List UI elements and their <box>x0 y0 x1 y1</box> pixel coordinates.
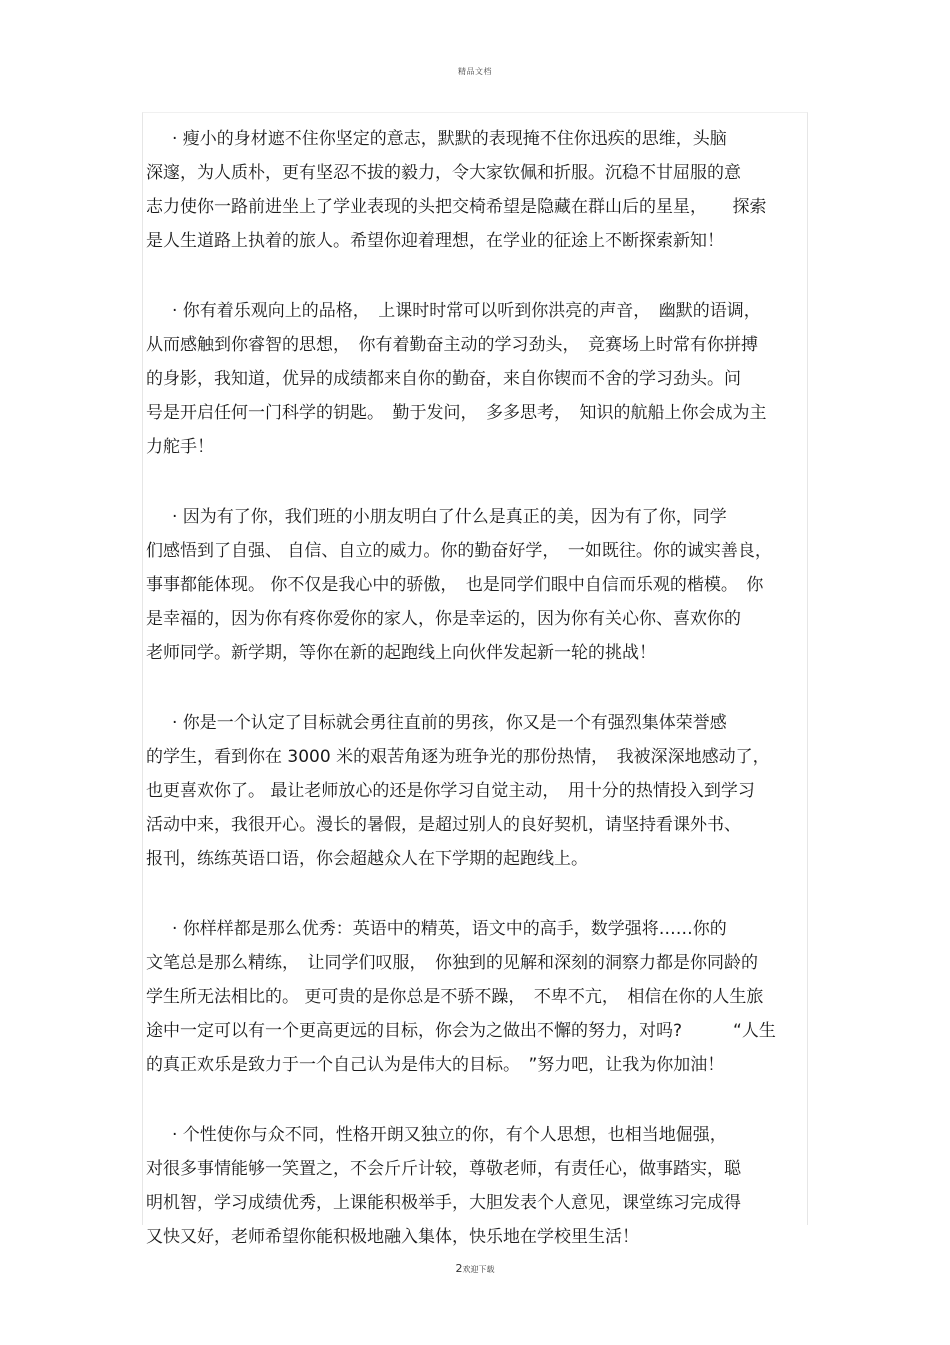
paragraph-line: 又快又好，老师希望你能积极地融入集体，快乐地在学校里生活！ <box>146 1227 639 1247</box>
paragraph-line: 志力使你一路前进坐上了学业表现的头把交椅希望是隐藏在群山后的星星， 探索 <box>146 197 767 217</box>
paragraph-line: 文笔总是那么精练， 让同学们叹服， 你独到的见解和深刻的洞察力都是你同龄的 <box>146 953 758 973</box>
paragraph-line: 深邃，为人质朴，更有坚忍不拔的毅力，令大家钦佩和折服。沉稳不甘屈服的意 <box>146 163 741 183</box>
paragraph-line: · 你是一个认定了目标就会勇往直前的男孩，你又是一个有强烈集体荣誉感 <box>172 713 727 733</box>
footer-text: 欢迎下载 <box>462 1265 495 1274</box>
page-header: 精品文档 <box>458 67 492 76</box>
paragraph-line: 学生所无法相比的。 更可贵的是你总是不骄不躁， 不卑不亢， 相信在你的人生旅 <box>146 987 764 1007</box>
paragraph-line: 们感悟到了自强、 自信、自立的威力。你的勤奋好学， 一如既往。你的诚实善良， <box>146 541 772 561</box>
paragraph-line: 是幸福的，因为你有疼你爱你的家人，你是幸运的，因为你有关心你、喜欢你的 <box>146 609 741 629</box>
paragraph-line: · 你样样都是那么优秀：英语中的精英，语文中的高手，数学强将……你的 <box>172 919 727 939</box>
paragraph-line: 的身影，我知道，优异的成绩都来自你的勤奋，来自你锲而不舍的学习劲头。问 <box>146 369 741 389</box>
paragraph-line: 事事都能体现。 你不仅是我心中的骄傲， 也是同学们眼中自信而乐观的楷模。 你 <box>146 575 764 595</box>
paragraph-line: · 因为有了你，我们班的小朋友明白了什么是真正的美，因为有了你，同学 <box>172 507 727 527</box>
paragraph-line: · 个性使你与众不同，性格开朗又独立的你，有个人思想，也相当地倔强， <box>172 1125 727 1145</box>
paragraph-line: 是人生道路上执着的旅人。希望你迎着理想，在学业的征途上不断探索新知！ <box>146 231 724 251</box>
comment-paragraph-1 <box>146 122 808 258</box>
paragraph-line: 老师同学。新学期，等你在新的起跑线上向伙伴发起新一轮的挑战！ <box>146 643 656 663</box>
paragraph-line: 号是开启任何一门科学的钥匙。 勤于发问， 多多思考， 知识的航船上你会成为主 <box>146 403 767 423</box>
paragraph-line: 从而感触到你睿智的思想， 你有着勤奋主动的学习劲头， 竞赛场上时常有你拼搏 <box>146 335 758 355</box>
paragraph-line: · 瘦小的身材遮不住你坚定的意志，默默的表现掩不住你迅疾的思维，头脑 <box>172 129 727 149</box>
comment-paragraph-5 <box>146 912 808 1082</box>
page-number: 2 <box>455 1262 463 1275</box>
paragraph-line: 对很多事情能够一笑置之，不会斤斤计较，尊敬老师，有责任心，做事踏实，聪 <box>146 1159 741 1179</box>
page-footer <box>0 1262 950 1275</box>
comment-paragraph-2 <box>146 294 808 464</box>
paragraph-line: 的真正欢乐是致力于一个自己认为是伟大的目标。 ”努力吧，让我为你加油！ <box>146 1055 725 1075</box>
comment-paragraph-4 <box>146 706 808 876</box>
comment-paragraph-6 <box>146 1118 808 1254</box>
paragraph-line: 明机智，学习成绩优秀，上课能积极举手，大胆发表个人意见，课堂练习完成得 <box>146 1193 741 1213</box>
comment-paragraph-3 <box>146 500 808 670</box>
paragraph-line: 活动中来，我很开心。漫长的暑假，是超过别人的良好契机，请坚持看课外书、 <box>146 815 741 835</box>
document-body <box>146 122 808 1290</box>
paragraph-line: 也更喜欢你了。 最让老师放心的还是你学习自觉主动， 用十分的热情投入到学习 <box>146 781 755 801</box>
paragraph-line: 途中一定可以有一个更高更远的目标，你会为之做出不懈的努力，对吗? “人生 <box>146 1021 776 1041</box>
paragraph-line: 力舵手！ <box>146 437 214 457</box>
paragraph-line: 的学生，看到你在 3000 米的艰苦角逐为班争光的那份热情， 我被深深地感动了， <box>146 747 770 767</box>
paragraph-line: 报刊，练练英语口语，你会超越众人在下学期的起跑线上。 <box>146 849 588 869</box>
paragraph-line: · 你有着乐观向上的品格， 上课时时常可以听到你洪亮的声音， 幽默的语调， <box>172 301 761 321</box>
